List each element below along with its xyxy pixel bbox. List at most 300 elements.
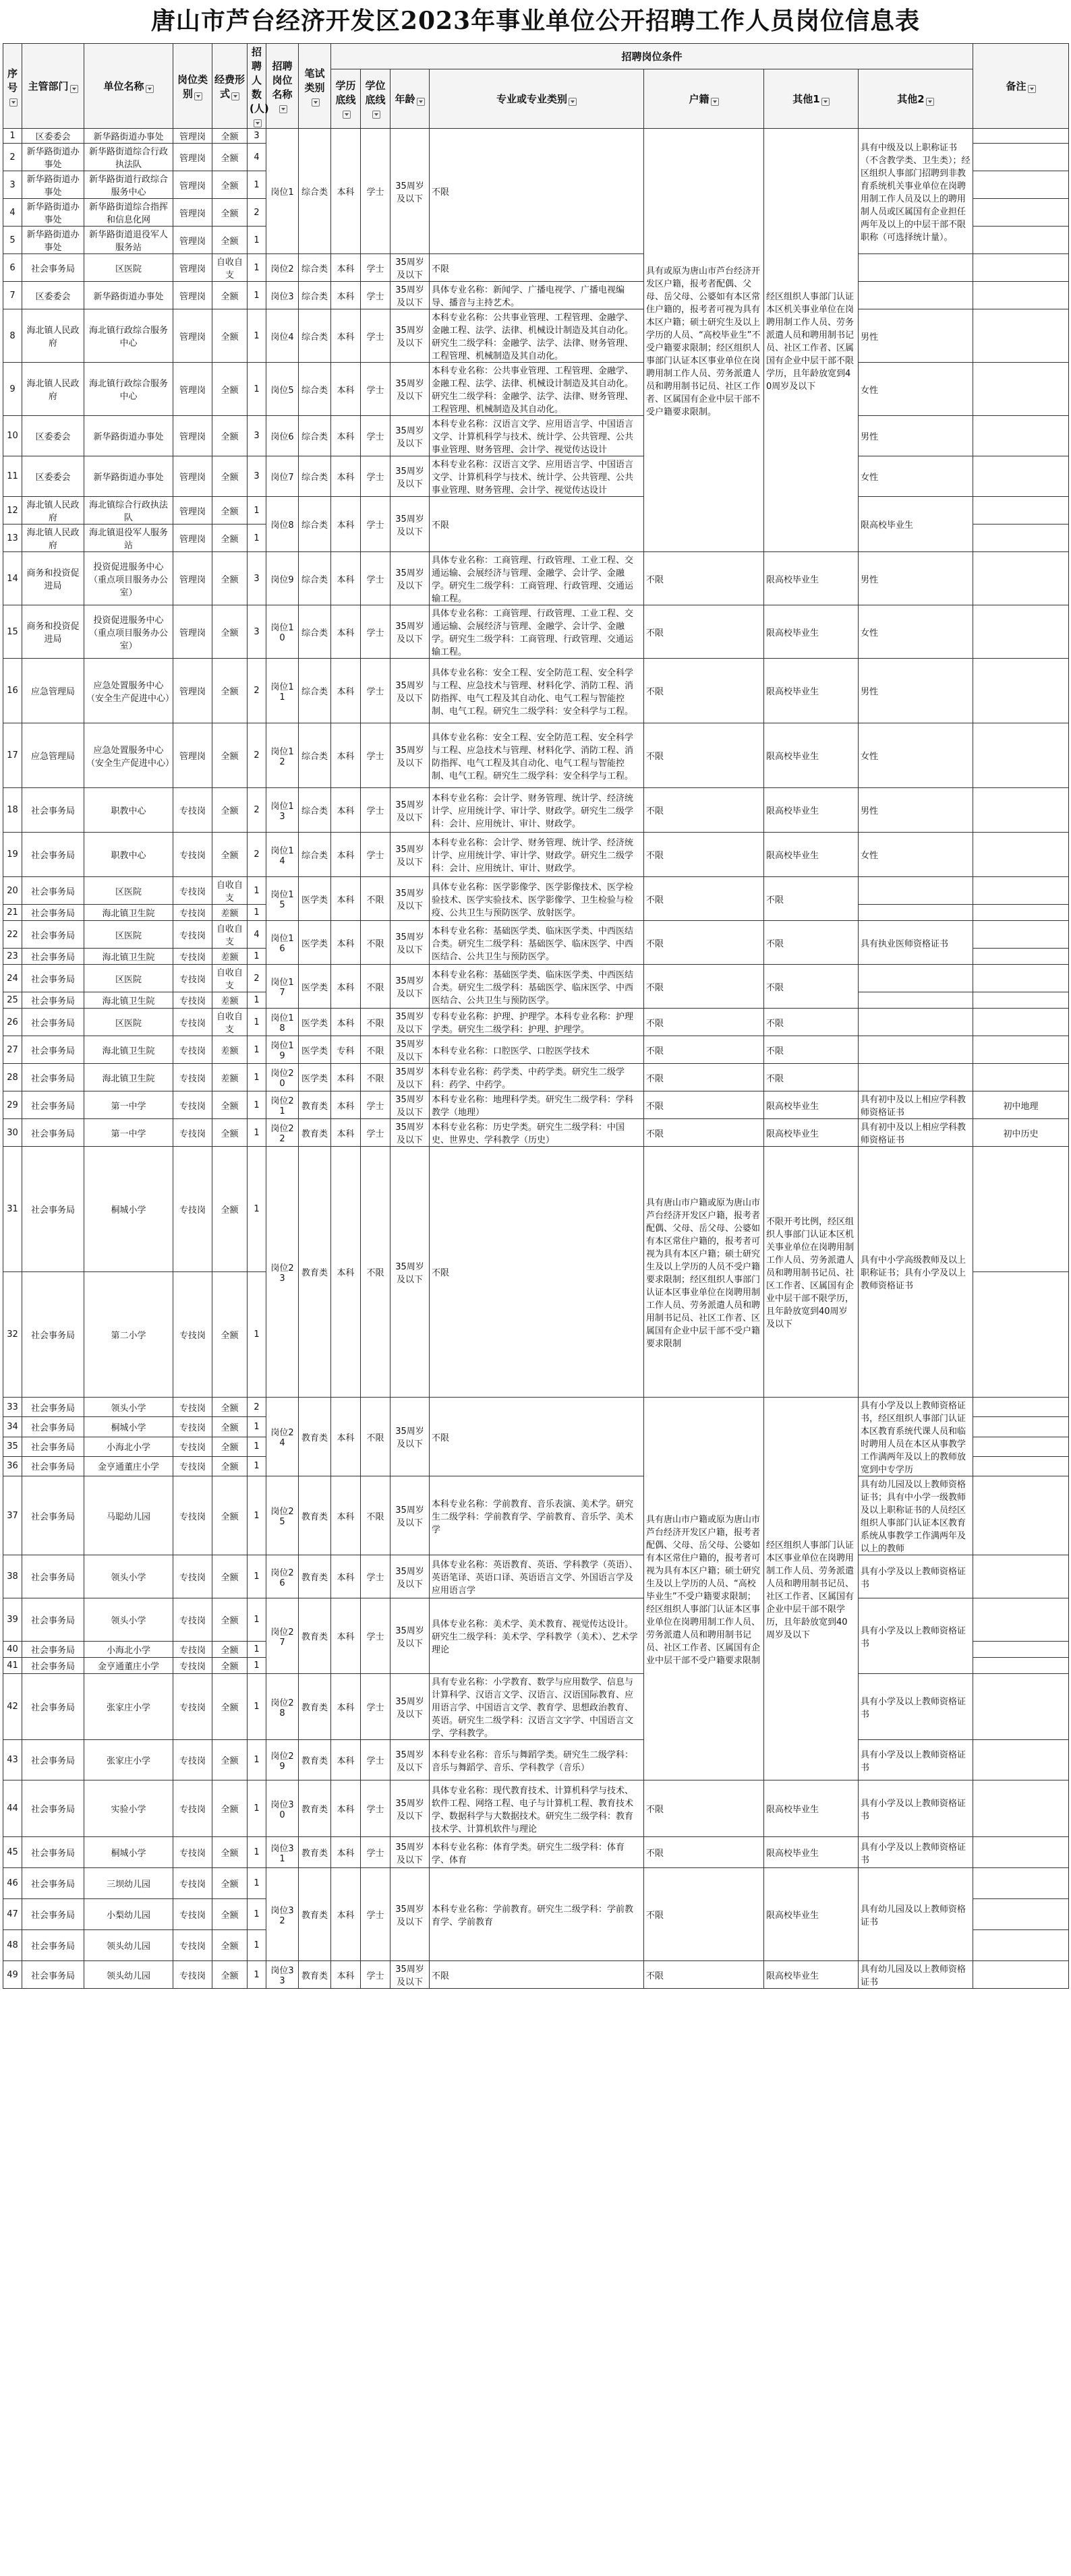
cell-seq[interactable]: 42 bbox=[3, 1674, 22, 1740]
cell-unit[interactable]: 海北镇卫生院 bbox=[84, 1036, 173, 1064]
cell-degree[interactable]: 不限 bbox=[361, 1064, 390, 1091]
cell-edu[interactable]: 本科 bbox=[331, 552, 361, 605]
cell-fund[interactable]: 全额 bbox=[212, 1091, 248, 1119]
cell-unit[interactable]: 海北镇卫生院 bbox=[84, 905, 173, 921]
cell-unit[interactable]: 桐城小学 bbox=[84, 1417, 173, 1437]
cell-edu[interactable]: 本科 bbox=[331, 723, 361, 788]
cell-num[interactable]: 1 bbox=[248, 1961, 266, 1989]
cell-pos[interactable]: 岗位30 bbox=[266, 1780, 299, 1837]
cell-exam[interactable]: 教育类 bbox=[299, 1780, 331, 1837]
cell-unit[interactable]: 小海北小学 bbox=[84, 1437, 173, 1456]
cell-num[interactable]: 1 bbox=[248, 1064, 266, 1091]
cell-edu[interactable]: 本科 bbox=[331, 1961, 361, 1989]
cell-num[interactable]: 1 bbox=[248, 525, 266, 552]
cell-exam[interactable]: 综合类 bbox=[299, 129, 331, 254]
cell-hukou[interactable]: 具有唐山市户籍或原为唐山市芦台经济开发区户籍，报考者配偶、父母、岳父母、公婆如有本区常住户籍的，报考者可视为具有本区户籍；硕士研究生及以上学历的人员不受户籍要求限制；经区组织人事部门认证本区事业单位在岗聘用制工作人员、劳务派遣人员和聘用制书记员、社区工作者、区属国有企业中层干部不受户籍要求限制 bbox=[644, 1147, 764, 1398]
cell-remark[interactable]: 初中历史 bbox=[973, 1119, 1069, 1147]
cell-seq[interactable]: 39 bbox=[3, 1598, 22, 1642]
cell-cat[interactable]: 专技岗 bbox=[173, 1147, 212, 1272]
filter-icon[interactable] bbox=[70, 85, 78, 93]
cell-remark[interactable] bbox=[973, 456, 1069, 497]
cell-unit[interactable]: 新华路街道退役军人服务站 bbox=[84, 227, 173, 254]
cell-exam[interactable]: 教育类 bbox=[299, 1961, 331, 1989]
cell-num[interactable]: 1 bbox=[248, 1899, 266, 1930]
cell-unit[interactable]: 领头幼儿园 bbox=[84, 1961, 173, 1989]
cell-cat[interactable]: 管理岗 bbox=[173, 497, 212, 525]
col-exam[interactable]: 笔试类别 bbox=[299, 44, 331, 129]
cell-major[interactable]: 本科专业名称：基础医学类、临床医学类、中西医结合类。研究生二级学科：基础医学、临床医学、中西医结合、公共卫生与预防医学。 bbox=[430, 921, 644, 965]
cell-major[interactable]: 具体专业名称：现代教育技术、计算机科学与技术、软件工程、网络工程、电子与计算机工程、教育技术学、数据科学与大数据技术。研究生二级学科：教育技术学、计算机软件与理论 bbox=[430, 1780, 644, 1837]
cell-unit[interactable]: 区医院 bbox=[84, 1009, 173, 1036]
cell-seq[interactable]: 40 bbox=[3, 1642, 22, 1658]
cell-unit[interactable]: 张家庄小学 bbox=[84, 1674, 173, 1740]
cell-exam[interactable]: 医学类 bbox=[299, 877, 331, 921]
cell-pos[interactable]: 岗位33 bbox=[266, 1961, 299, 1989]
cell-unit[interactable]: 桐城小学 bbox=[84, 1837, 173, 1868]
cell-other1[interactable]: 限高校毕业生 bbox=[764, 723, 859, 788]
cell-dept[interactable]: 社会事务局 bbox=[22, 1837, 84, 1868]
cell-other1[interactable]: 不限 bbox=[764, 1036, 859, 1064]
cell-major[interactable]: 具体专业名称：英语教育、英语、学科教学（英语）、英语笔译、英语口译、英语语言文学、外国语言学及应用语言学 bbox=[430, 1555, 644, 1598]
cell-unit[interactable]: 海北镇卫生院 bbox=[84, 992, 173, 1009]
cell-hukou[interactable]: 不限 bbox=[644, 833, 764, 877]
cell-age[interactable]: 35周岁及以下 bbox=[390, 1780, 430, 1837]
cell-seq[interactable]: 19 bbox=[3, 833, 22, 877]
cell-pos[interactable]: 岗位18 bbox=[266, 1009, 299, 1036]
cell-cat[interactable]: 专技岗 bbox=[173, 833, 212, 877]
cell-age[interactable]: 35周岁及以下 bbox=[390, 254, 430, 282]
cell-cat[interactable]: 管理岗 bbox=[173, 552, 212, 605]
cell-edu[interactable]: 本科 bbox=[331, 1598, 361, 1674]
cell-unit[interactable]: 小梨幼儿园 bbox=[84, 1899, 173, 1930]
cell-dept[interactable]: 社会事务局 bbox=[22, 1868, 84, 1899]
cell-seq[interactable]: 13 bbox=[3, 525, 22, 552]
cell-other2[interactable]: 具有小学及以上教师资格证书 bbox=[859, 1674, 973, 1740]
cell-hukou[interactable]: 不限 bbox=[644, 1064, 764, 1091]
cell-cat[interactable]: 专技岗 bbox=[173, 1658, 212, 1674]
cell-unit[interactable]: 职教中心 bbox=[84, 788, 173, 833]
filter-icon[interactable] bbox=[146, 85, 154, 93]
cell-seq[interactable]: 33 bbox=[3, 1398, 22, 1417]
cell-exam[interactable]: 医学类 bbox=[299, 921, 331, 965]
cell-other2[interactable]: 女性 bbox=[859, 363, 973, 416]
cell-hukou[interactable]: 不限 bbox=[644, 605, 764, 659]
cell-major[interactable]: 具体专业名称：美术学、美术教育、视觉传达设计。研究生二级学科：美术学、学科教学（美术）、艺术学理论 bbox=[430, 1598, 644, 1674]
cell-remark[interactable] bbox=[973, 1398, 1069, 1417]
cell-num[interactable]: 2 bbox=[248, 1398, 266, 1417]
cell-seq[interactable]: 2 bbox=[3, 144, 22, 171]
cell-fund[interactable]: 全额 bbox=[212, 1642, 248, 1658]
cell-remark[interactable] bbox=[973, 1476, 1069, 1555]
cell-fund[interactable]: 差额 bbox=[212, 905, 248, 921]
cell-other2[interactable] bbox=[973, 525, 1069, 552]
cell-dept[interactable]: 社会事务局 bbox=[22, 1417, 84, 1437]
cell-fund[interactable]: 自收自支 bbox=[212, 254, 248, 282]
cell-other2[interactable]: 具有初中及以上相应学科教师资格证书 bbox=[859, 1119, 973, 1147]
cell-degree[interactable]: 学士 bbox=[361, 1837, 390, 1868]
cell-hukou[interactable]: 不限 bbox=[644, 1119, 764, 1147]
cell-fund[interactable]: 全额 bbox=[212, 1456, 248, 1476]
cell-major[interactable]: 具体专业名称：工商管理、行政管理、工业工程、交通运输、会展经济与管理、金融学、会计学、金融学。研究生二级学科：工商管理、行政管理、交通运输工程。 bbox=[430, 605, 644, 659]
cell-seq[interactable]: 18 bbox=[3, 788, 22, 833]
col-fund[interactable]: 经费形式 bbox=[212, 44, 248, 129]
cell-fund[interactable]: 差额 bbox=[212, 992, 248, 1009]
cell-unit[interactable]: 金亨通董庄小学 bbox=[84, 1456, 173, 1476]
cell-exam[interactable]: 综合类 bbox=[299, 416, 331, 456]
cell-other1[interactable]: 不限 bbox=[764, 877, 859, 921]
cell-seq[interactable]: 15 bbox=[3, 605, 22, 659]
cell-cat[interactable]: 专技岗 bbox=[173, 1009, 212, 1036]
cell-dept[interactable]: 社会事务局 bbox=[22, 1398, 84, 1417]
cell-hukou[interactable]: 不限 bbox=[644, 1780, 764, 1837]
cell-hukou[interactable]: 不限 bbox=[644, 1091, 764, 1119]
cell-cat[interactable]: 专技岗 bbox=[173, 1930, 212, 1961]
cell-num[interactable]: 1 bbox=[248, 1476, 266, 1555]
cell-fund[interactable]: 全额 bbox=[212, 227, 248, 254]
cell-dept[interactable]: 海北镇人民政府 bbox=[22, 525, 84, 552]
cell-cat[interactable]: 专技岗 bbox=[173, 949, 212, 965]
cell-seq[interactable]: 7 bbox=[3, 282, 22, 309]
cell-edu[interactable]: 本科 bbox=[331, 416, 361, 456]
cell-other2[interactable]: 具有小学及以上教师资格证书，经区组织人事部门认证本区教育系统代课人员和临时聘用人员在本区从事教学工作满两年及以上的教师放宽到中专学历 bbox=[859, 1398, 973, 1476]
cell-fund[interactable]: 全额 bbox=[212, 833, 248, 877]
cell-major[interactable]: 具体专业名称：工商管理、行政管理、工业工程、交通运输、会展经济与管理、金融学、会计学、金融学。研究生二级学科：工商管理、行政管理、交通运输工程。 bbox=[430, 552, 644, 605]
cell-exam[interactable]: 教育类 bbox=[299, 1598, 331, 1674]
cell-num[interactable]: 1 bbox=[248, 1658, 266, 1674]
cell-dept[interactable]: 社会事务局 bbox=[22, 877, 84, 905]
cell-hukou[interactable]: 不限 bbox=[644, 921, 764, 965]
cell-fund[interactable]: 全额 bbox=[212, 1555, 248, 1598]
cell-dept[interactable]: 社会事务局 bbox=[22, 1091, 84, 1119]
cell-num[interactable]: 1 bbox=[248, 1091, 266, 1119]
cell-age[interactable]: 35周岁及以下 bbox=[390, 877, 430, 921]
cell-pos[interactable]: 岗位25 bbox=[266, 1476, 299, 1555]
cell-unit[interactable]: 第一中学 bbox=[84, 1091, 173, 1119]
cell-seq[interactable]: 23 bbox=[3, 949, 22, 965]
cell-pos[interactable]: 岗位15 bbox=[266, 877, 299, 921]
cell-num[interactable]: 3 bbox=[248, 552, 266, 605]
cell-major[interactable]: 本科专业名称：音乐与舞蹈学类。研究生二级学科：音乐与舞蹈学、音乐、学科教学（音乐） bbox=[430, 1740, 644, 1780]
cell-dept[interactable]: 社会事务局 bbox=[22, 1147, 84, 1272]
cell-exam[interactable]: 综合类 bbox=[299, 833, 331, 877]
cell-other2[interactable] bbox=[859, 965, 973, 992]
cell-pos[interactable]: 岗位20 bbox=[266, 1064, 299, 1091]
cell-fund[interactable]: 全额 bbox=[212, 552, 248, 605]
cell-other2[interactable]: 具有小学及以上教师资格证书 bbox=[859, 1780, 973, 1837]
cell-cat[interactable]: 管理岗 bbox=[173, 227, 212, 254]
col-seq[interactable]: 序号 bbox=[3, 44, 22, 129]
cell-unit[interactable]: 新华路街道办事处 bbox=[84, 282, 173, 309]
cell-unit[interactable]: 区医院 bbox=[84, 877, 173, 905]
cell-major[interactable]: 不限 bbox=[430, 1398, 644, 1476]
cell-edu[interactable]: 本科 bbox=[331, 965, 361, 1009]
cell-fund[interactable]: 全额 bbox=[212, 1780, 248, 1837]
cell-other1[interactable]: 限高校毕业生 bbox=[764, 1091, 859, 1119]
cell-unit[interactable]: 实验小学 bbox=[84, 1780, 173, 1837]
cell-fund[interactable]: 全额 bbox=[212, 1437, 248, 1456]
cell-remark[interactable] bbox=[973, 1009, 1069, 1036]
col-pos[interactable]: 招聘岗位名称 bbox=[266, 44, 299, 129]
cell-hukou[interactable]: 不限 bbox=[644, 965, 764, 1009]
cell-pos[interactable]: 岗位7 bbox=[266, 456, 299, 497]
cell-exam[interactable]: 综合类 bbox=[299, 497, 331, 552]
cell-exam[interactable]: 综合类 bbox=[299, 254, 331, 282]
cell-other1[interactable]: 限高校毕业生 bbox=[764, 605, 859, 659]
col-cat[interactable]: 岗位类别 bbox=[173, 44, 212, 129]
cell-degree[interactable]: 学士 bbox=[361, 605, 390, 659]
cell-hukou[interactable]: 不限 bbox=[644, 723, 764, 788]
cell-num[interactable]: 1 bbox=[248, 1036, 266, 1064]
cell-dept[interactable]: 社会事务局 bbox=[22, 949, 84, 965]
filter-icon[interactable] bbox=[312, 98, 320, 107]
cell-remark[interactable] bbox=[973, 171, 1069, 199]
cell-pos[interactable]: 岗位14 bbox=[266, 833, 299, 877]
cell-remark[interactable] bbox=[973, 833, 1069, 877]
cell-major[interactable]: 本科专业名称：会计学、财务管理、统计学、经济统计学、应用统计学、审计学、财政学。研究生二级学科：会计、应用统计、审计、财政学。 bbox=[430, 788, 644, 833]
cell-other2[interactable]: 具有执业医师资格证书 bbox=[859, 921, 973, 965]
cell-remark[interactable] bbox=[973, 552, 1069, 605]
col-hukou[interactable]: 户籍 bbox=[644, 69, 764, 128]
cell-num[interactable]: 1 bbox=[248, 1555, 266, 1598]
col-num[interactable]: 招聘人数(人) bbox=[248, 44, 266, 129]
cell-pos[interactable]: 岗位32 bbox=[266, 1868, 299, 1961]
cell-unit[interactable]: 应急处置服务中心（安全生产促进中心） bbox=[84, 659, 173, 723]
cell-fund[interactable]: 全额 bbox=[212, 1658, 248, 1674]
filter-icon[interactable] bbox=[1028, 85, 1036, 93]
cell-cat[interactable]: 管理岗 bbox=[173, 144, 212, 171]
cell-unit[interactable]: 领头幼儿园 bbox=[84, 1930, 173, 1961]
cell-cat[interactable]: 专技岗 bbox=[173, 905, 212, 921]
cell-num[interactable]: 3 bbox=[248, 129, 266, 144]
cell-age[interactable]: 35周岁及以下 bbox=[390, 921, 430, 965]
filter-icon[interactable] bbox=[254, 119, 262, 127]
cell-dept[interactable]: 社会事务局 bbox=[22, 1780, 84, 1837]
cell-age[interactable]: 35周岁及以下 bbox=[390, 965, 430, 1009]
cell-seq[interactable]: 17 bbox=[3, 723, 22, 788]
cell-fund[interactable]: 自收自支 bbox=[212, 877, 248, 905]
cell-remark[interactable] bbox=[973, 659, 1069, 723]
cell-exam[interactable]: 综合类 bbox=[299, 788, 331, 833]
cell-num[interactable]: 2 bbox=[248, 659, 266, 723]
cell-seq[interactable]: 4 bbox=[3, 199, 22, 227]
cell-fund[interactable]: 全额 bbox=[212, 605, 248, 659]
cell-seq[interactable]: 20 bbox=[3, 877, 22, 905]
cell-hukou[interactable]: 不限 bbox=[644, 1868, 764, 1961]
cell-age[interactable]: 35周岁及以下 bbox=[390, 1064, 430, 1091]
cell-edu[interactable]: 本科 bbox=[331, 129, 361, 254]
cell-remark[interactable] bbox=[973, 227, 1069, 254]
cell-edu[interactable]: 本科 bbox=[331, 1009, 361, 1036]
cell-seq[interactable]: 34 bbox=[3, 1417, 22, 1437]
cell-fund[interactable]: 全额 bbox=[212, 1868, 248, 1899]
cell-seq[interactable]: 14 bbox=[3, 552, 22, 605]
cell-seq[interactable]: 26 bbox=[3, 1009, 22, 1036]
cell-pos[interactable]: 岗位3 bbox=[266, 282, 299, 309]
cell-dept[interactable]: 应急管理局 bbox=[22, 659, 84, 723]
cell-age[interactable]: 35周岁及以下 bbox=[390, 1555, 430, 1598]
cell-exam[interactable]: 教育类 bbox=[299, 1837, 331, 1868]
cell-num[interactable]: 1 bbox=[248, 1780, 266, 1837]
cell-dept[interactable]: 社会事务局 bbox=[22, 1119, 84, 1147]
cell-hukou[interactable]: 不限 bbox=[644, 1837, 764, 1868]
cell-age[interactable]: 35周岁及以下 bbox=[390, 1837, 430, 1868]
cell-remark[interactable] bbox=[973, 965, 1069, 992]
cell-unit[interactable]: 海北镇行政综合服务中心 bbox=[84, 309, 173, 363]
cell-fund[interactable]: 全额 bbox=[212, 525, 248, 552]
cell-unit[interactable]: 小海北小学 bbox=[84, 1642, 173, 1658]
cell-seq[interactable]: 48 bbox=[3, 1930, 22, 1961]
cell-dept[interactable]: 新华路街道办事处 bbox=[22, 199, 84, 227]
cell-remark[interactable] bbox=[973, 199, 1069, 227]
cell-other2[interactable] bbox=[859, 1009, 973, 1036]
cell-fund[interactable]: 全额 bbox=[212, 1740, 248, 1780]
cell-seq[interactable]: 8 bbox=[3, 309, 22, 363]
cell-major[interactable]: 不限 bbox=[430, 1147, 644, 1398]
cell-degree[interactable]: 学士 bbox=[361, 1119, 390, 1147]
cell-remark[interactable] bbox=[973, 1417, 1069, 1437]
cell-seq[interactable]: 10 bbox=[3, 416, 22, 456]
cell-dept[interactable]: 社会事务局 bbox=[22, 1456, 84, 1476]
cell-major[interactable]: 不限 bbox=[430, 254, 644, 282]
cell-cat[interactable]: 专技岗 bbox=[173, 1091, 212, 1119]
cell-cat[interactable]: 专技岗 bbox=[173, 965, 212, 992]
cell-edu[interactable]: 本科 bbox=[331, 1064, 361, 1091]
cell-dept[interactable]: 社会事务局 bbox=[22, 1740, 84, 1780]
cell-other2[interactable]: 具有中级及以上职称证书（不含教学类、卫生类）；经区组织人事部门招聘到非教育系统机关事业单位在岗聘用制工作人员及以上的聘用制人员或区属国有企业担任两年及以上的中层干部不限职称（可选择统计量）。 bbox=[859, 129, 973, 254]
cell-degree[interactable]: 学士 bbox=[361, 309, 390, 363]
cell-unit[interactable]: 新华路街道行政综合服务中心 bbox=[84, 171, 173, 199]
cell-num[interactable]: 1 bbox=[248, 254, 266, 282]
cell-remark[interactable] bbox=[973, 1272, 1069, 1398]
cell-cat[interactable]: 专技岗 bbox=[173, 1555, 212, 1598]
cell-unit[interactable]: 海北镇综合行政执法队 bbox=[84, 497, 173, 525]
cell-num[interactable]: 1 bbox=[248, 309, 266, 363]
cell-edu[interactable]: 本科 bbox=[331, 1398, 361, 1476]
cell-cat[interactable]: 管理岗 bbox=[173, 363, 212, 416]
cell-dept[interactable]: 社会事务局 bbox=[22, 1437, 84, 1456]
cell-age[interactable]: 35周岁及以下 bbox=[390, 1009, 430, 1036]
cell-remark[interactable] bbox=[973, 254, 1069, 282]
cell-degree[interactable]: 不限 bbox=[361, 1009, 390, 1036]
cell-num[interactable]: 2 bbox=[248, 965, 266, 992]
cell-num[interactable]: 1 bbox=[248, 1674, 266, 1740]
cell-remark[interactable] bbox=[973, 1555, 1069, 1598]
cell-remark[interactable] bbox=[973, 1456, 1069, 1476]
cell-seq[interactable]: 1 bbox=[3, 129, 22, 144]
cell-degree[interactable]: 不限 bbox=[361, 1147, 390, 1398]
cell-num[interactable]: 3 bbox=[248, 456, 266, 497]
cell-major[interactable]: 本科专业名称：汉语言文学、应用语言学、中国语言文学、计算机科学与技术、统计学、公共管理、公共事业管理、财务管理、会计学、视觉传达设计 bbox=[430, 456, 644, 497]
cell-edu[interactable]: 本科 bbox=[331, 1868, 361, 1961]
cell-other1[interactable]: 不限 bbox=[764, 1009, 859, 1036]
cell-num[interactable]: 1 bbox=[248, 905, 266, 921]
cell-hukou[interactable]: 具有唐山市户籍或原为唐山市芦台经济开发区户籍，报考者配偶、父母、岳父母、公婆如有本区常住户籍的，报考者可视为具有本区户籍；硕士研究生及以上学历的人员、“高校毕业生”不受户籍要求限制；经区组织人事部门认证本区事业单位在岗聘用制工作人员、劳务派遣人员和聘用制书记员、社区工作者、区属国有企业中层干部不受户籍要求限制 bbox=[644, 1398, 764, 1780]
cell-num[interactable]: 1 bbox=[248, 227, 266, 254]
cell-pos[interactable]: 岗位31 bbox=[266, 1837, 299, 1868]
cell-other1[interactable]: 限高校毕业生 bbox=[764, 1868, 859, 1961]
cell-num[interactable]: 2 bbox=[248, 723, 266, 788]
cell-cat[interactable]: 管理岗 bbox=[173, 171, 212, 199]
cell-cat[interactable]: 管理岗 bbox=[173, 282, 212, 309]
cell-seq[interactable]: 46 bbox=[3, 1868, 22, 1899]
cell-exam[interactable]: 医学类 bbox=[299, 1036, 331, 1064]
cell-fund[interactable]: 全额 bbox=[212, 1930, 248, 1961]
cell-other2[interactable]: 具有初中及以上相应学科教师资格证书 bbox=[859, 1091, 973, 1119]
cell-major[interactable]: 本科专业名称：会计学、财务管理、统计学、经济统计学、应用统计学、审计学、财政学。研究生二级学科：会计、应用统计、审计、财政学。 bbox=[430, 833, 644, 877]
cell-dept[interactable]: 社会事务局 bbox=[22, 921, 84, 949]
cell-num[interactable]: 1 bbox=[248, 1837, 266, 1868]
cell-degree[interactable]: 学士 bbox=[361, 552, 390, 605]
cell-remark[interactable] bbox=[973, 949, 1069, 965]
cell-num[interactable]: 2 bbox=[248, 833, 266, 877]
cell-other1[interactable]: 限高校毕业生 bbox=[764, 1961, 859, 1989]
cell-seq[interactable]: 6 bbox=[3, 254, 22, 282]
filter-icon[interactable] bbox=[194, 92, 202, 100]
cell-other2[interactable] bbox=[859, 877, 973, 905]
cell-cat[interactable]: 专技岗 bbox=[173, 1476, 212, 1555]
cell-hukou[interactable]: 不限 bbox=[644, 1961, 764, 1989]
cell-edu[interactable]: 本科 bbox=[331, 456, 361, 497]
cell-exam[interactable]: 医学类 bbox=[299, 1009, 331, 1036]
cell-other2[interactable] bbox=[859, 1036, 973, 1064]
cell-other2[interactable] bbox=[973, 497, 1069, 525]
cell-num[interactable]: 1 bbox=[248, 1598, 266, 1642]
cell-fund[interactable]: 全额 bbox=[212, 171, 248, 199]
cell-other2[interactable]: 具有幼儿园及以上教师资格证书；具有中小学一级教师及以上职称证书的人员经区组织人事部门认证本区教育系统从事教学工作满两年及以上的教师 bbox=[859, 1476, 973, 1555]
cell-other2[interactable]: 具有幼儿园及以上教师资格证书 bbox=[859, 1961, 973, 1989]
cell-other1[interactable]: 限高校毕业生 bbox=[764, 1119, 859, 1147]
cell-unit[interactable]: 张家庄小学 bbox=[84, 1740, 173, 1780]
cell-degree[interactable]: 不限 bbox=[361, 1476, 390, 1555]
cell-num[interactable]: 3 bbox=[248, 605, 266, 659]
cell-degree[interactable]: 学士 bbox=[361, 659, 390, 723]
cell-unit[interactable]: 领头小学 bbox=[84, 1598, 173, 1642]
cell-exam[interactable]: 综合类 bbox=[299, 363, 331, 416]
cell-major[interactable]: 专科专业名称：护理、护理学。本科专业名称：护理学类。研究生二级学科：护理、护理学。 bbox=[430, 1009, 644, 1036]
col-edu[interactable]: 学历底线 bbox=[331, 69, 361, 128]
cell-unit[interactable]: 新华路街道办事处 bbox=[84, 129, 173, 144]
cell-cat[interactable]: 专技岗 bbox=[173, 1780, 212, 1837]
cell-hukou[interactable]: 不限 bbox=[644, 1009, 764, 1036]
cell-hukou[interactable]: 不限 bbox=[644, 788, 764, 833]
cell-age[interactable]: 35周岁及以下 bbox=[390, 309, 430, 363]
cell-other1[interactable]: 限高校毕业生 bbox=[764, 833, 859, 877]
cell-seq[interactable]: 29 bbox=[3, 1091, 22, 1119]
cell-dept[interactable]: 应急管理局 bbox=[22, 723, 84, 788]
filter-icon[interactable] bbox=[231, 92, 239, 100]
cell-degree[interactable]: 不限 bbox=[361, 921, 390, 965]
cell-seq[interactable]: 9 bbox=[3, 363, 22, 416]
cell-edu[interactable]: 本科 bbox=[331, 1476, 361, 1555]
col-other1[interactable]: 其他1 bbox=[764, 69, 859, 128]
cell-edu[interactable]: 本科 bbox=[331, 497, 361, 552]
cell-unit[interactable]: 区医院 bbox=[84, 254, 173, 282]
cell-cat[interactable]: 专技岗 bbox=[173, 1899, 212, 1930]
cell-other1[interactable]: 经区组织人事部门认证本区事业单位在岗聘用制工作人员、劳务派遣人员和聘用制书记员、社区工作者、区属国有企业中层干部不限学历，且年龄放宽到40周岁及以下 bbox=[764, 1398, 859, 1780]
cell-degree[interactable]: 学士 bbox=[361, 254, 390, 282]
cell-exam[interactable]: 教育类 bbox=[299, 1091, 331, 1119]
cell-cat[interactable]: 专技岗 bbox=[173, 1036, 212, 1064]
cell-degree[interactable]: 学士 bbox=[361, 456, 390, 497]
cell-age[interactable]: 35周岁及以下 bbox=[390, 456, 430, 497]
cell-fund[interactable]: 自收自支 bbox=[212, 1009, 248, 1036]
cell-cat[interactable]: 管理岗 bbox=[173, 605, 212, 659]
cell-dept[interactable]: 社会事务局 bbox=[22, 905, 84, 921]
cell-num[interactable]: 1 bbox=[248, 1642, 266, 1658]
cell-pos[interactable]: 岗位24 bbox=[266, 1398, 299, 1476]
cell-other1[interactable]: 限高校毕业生 bbox=[764, 1780, 859, 1837]
cell-fund[interactable]: 全额 bbox=[212, 199, 248, 227]
